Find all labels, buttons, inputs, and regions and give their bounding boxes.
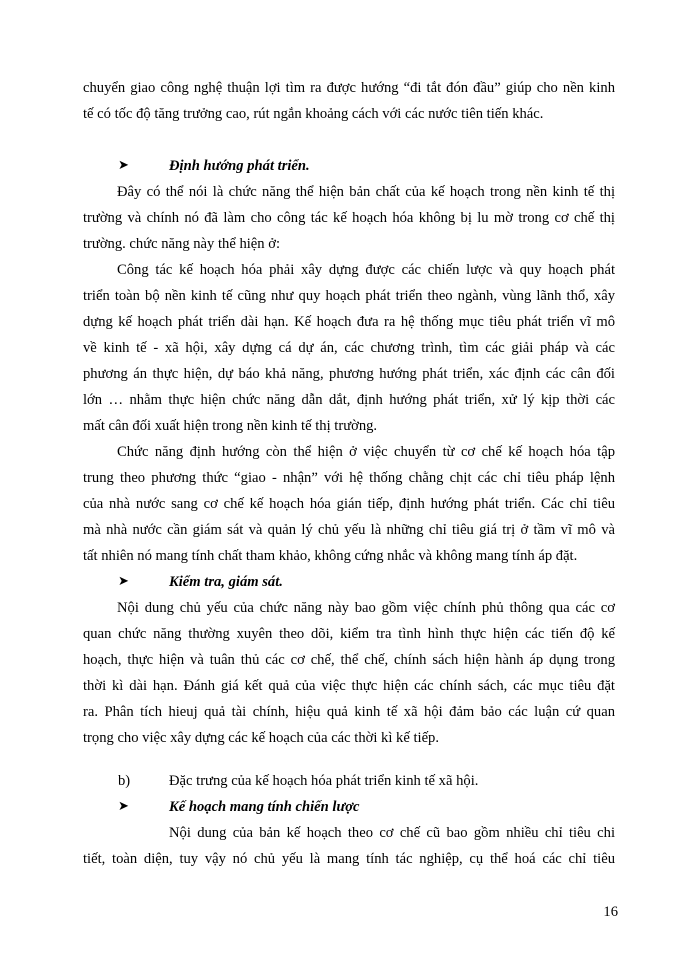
text-line: chuyển giao công nghệ thuận lợi tìm ra được hướng “đi tắt đón đầu” giúp cho nền kinh bbox=[83, 80, 615, 96]
text-line: triển toàn bộ nền kinh tế cũng như quy hoạch phát triển theo ngành, vùng lãnh thổ, xây bbox=[83, 288, 615, 304]
text-line: lớn … nhằm thực hiện chức năng dẫn dắt, định hướng phát triển, xử lý kịp thời các bbox=[83, 392, 615, 408]
text-line: thời kì dài hạn. Đánh giá kết quả của việc thực hiện các chính sách, các mục tiêu đặt bbox=[83, 678, 615, 694]
text-line: Chức năng định hướng còn thể hiện ở việc chuyển từ cơ chế kế hoạch hóa tập bbox=[117, 444, 615, 460]
text-line: Nội dung chủ yếu của chức năng này bao gồm việc chính phủ thông qua các cơ bbox=[117, 600, 615, 616]
text-line: tế có tốc độ tăng trưởng cao, rút ngắn khoảng cách với các nước tiên tiến khác. bbox=[83, 106, 544, 122]
text-line: về kinh tế - xã hội, xây dựng cá dự án, các chương trình, tìm các giải pháp và các bbox=[83, 340, 615, 356]
list-item-text: Đặc trưng của kế hoạch hóa phát triển kinh tế xã hội. bbox=[169, 773, 479, 789]
text-line: tất nhiên nó mang tính chất tham khảo, không cứng nhắc và không mang tính áp đặt. bbox=[83, 548, 578, 564]
text-line: trọng cho việc xây dựng các kế hoạch của các thời kì kế tiếp. bbox=[83, 730, 440, 746]
text-line: Đây có thể nói là chức năng thể hiện bản chất của kế hoạch trong nền kinh tế thị bbox=[117, 184, 615, 200]
text-line: hoạch, thực hiện và tuân thủ các cơ chế, thể chế, chính sách hiện hành áp dụng trong bbox=[83, 652, 615, 668]
text-line: của nhà nước sang cơ chế kế hoạch hóa gián tiếp, định hướng phát triển. Các chỉ tiêu bbox=[83, 496, 615, 512]
text-line: phương án thực hiện, dự báo khả năng, phương hướng phát triển, xác định các cân đối bbox=[83, 366, 615, 382]
section-heading: Định hướng phát triển. bbox=[169, 158, 310, 174]
text-line: mất cân đối xuất hiện trong nền kinh tế thị trường. bbox=[83, 418, 378, 434]
text-line: trung theo phương thức “giao - nhận” với hệ thống chằng chịt các chỉ tiêu pháp lệnh bbox=[83, 470, 615, 486]
text-line: trường. chức năng này thể hiện ở: bbox=[83, 236, 281, 252]
text-line: Công tác kế hoạch hóa phải xây dựng được các chiến lược và quy hoạch phát bbox=[117, 262, 615, 278]
text-line: dựng kế hoạch phát triển dài hạn. Kế hoạch đưa ra hệ thống mục tiêu phát triển vĩ mô bbox=[83, 314, 615, 330]
text-line: Nội dung của bản kế hoạch theo cơ chế cũ bao gồm nhiều chỉ tiêu chi bbox=[169, 825, 615, 841]
arrow-bullet-icon: ➤ bbox=[118, 574, 129, 589]
page-number: 16 bbox=[603, 904, 618, 920]
list-label: b) bbox=[118, 773, 131, 789]
text-line: ra. Phân tích hieuj quả tài chính, hiệu quả kinh tế xã hội đảm bảo các luận cứ quan bbox=[83, 704, 615, 720]
text-line: quan chức năng thường xuyên theo dõi, kiểm tra tình hình thực hiện các tiến độ kế bbox=[83, 626, 615, 642]
text-line: tiết, toàn diện, tuy vậy nó chủ yếu là mang tính tác nghiệp, cụ thể hoá các chỉ tiêu bbox=[83, 851, 615, 867]
arrow-bullet-icon: ➤ bbox=[118, 158, 129, 173]
section-heading: Kiểm tra, giám sát. bbox=[169, 574, 283, 590]
text-line: mà nhà nước cần giám sát và quản lý chủ yếu là những chỉ tiêu giá trị ở tầm vĩ mô và bbox=[83, 522, 615, 538]
section-heading: Kế hoạch mang tính chiến lược bbox=[169, 799, 360, 815]
arrow-bullet-icon: ➤ bbox=[118, 799, 129, 814]
text-line: trường và chính nó đã làm cho công tác kế hoạch hóa không bị lu mờ trong cơ chế thị bbox=[83, 210, 615, 226]
